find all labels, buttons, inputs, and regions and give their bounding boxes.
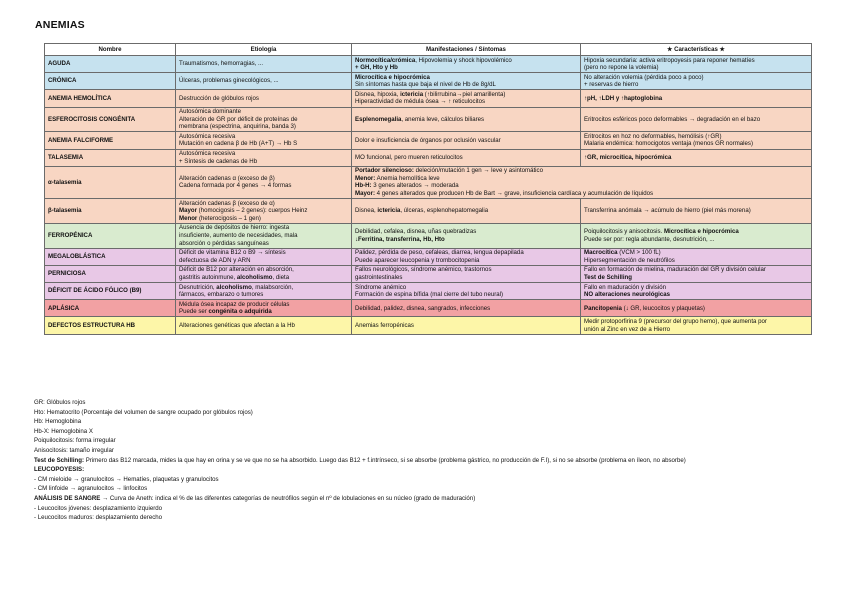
cell-line: Formación de espina bífida (mal cierre del tubo neural) <box>355 291 504 299</box>
cell-line: Síndrome anémico <box>355 283 407 291</box>
cell-line: Ausencia de depósitos de hierro: ingesta <box>179 224 290 232</box>
cell-caracteristicas <box>581 265 812 282</box>
cell-line: Palidez, pérdida de peso, cefaleas, diarrea, lengua depapilada <box>355 249 524 257</box>
analisis-item: - Leucocitos maduros: desplazamiento derecho <box>34 514 163 522</box>
cell-manifestaciones <box>352 199 581 224</box>
header-nombre: Nombre <box>45 44 176 56</box>
table-row <box>45 265 812 282</box>
cell-manifestaciones <box>352 248 581 265</box>
table-row <box>45 248 812 265</box>
cell-line: Mayor: 4 genes alterados que producen Hb de Bart → grave, insuficiencia cardíaca y acumulación de líquidos <box>355 190 654 197</box>
cell-caracteristicas <box>581 56 812 73</box>
cell-line: Hipoxia secundaria: activa eritropoyesis para reponer hematíes <box>584 56 755 64</box>
cell-etiologia <box>176 300 352 317</box>
cell-caracteristicas <box>581 300 812 317</box>
cell-line: Úlceras, problemas ginecológicos, ... <box>179 77 279 85</box>
cell-line: unión al Zinc en vez de a Hierro <box>584 325 671 333</box>
cell-nombre: MEGALOBLÁSTICA <box>45 248 176 265</box>
cell-nombre: APLÁSICA <box>45 300 176 317</box>
cell-manifestaciones <box>352 149 581 166</box>
leucopoyesis-item: - CM linfoide → agranulocitos → linfocitos <box>34 485 148 493</box>
cell-line: Alteración cadenas β (exceso de α) <box>179 199 275 207</box>
cell-line: Alteración de GR por déficit de proteínas de <box>179 115 298 123</box>
cell-etiologia <box>176 166 352 198</box>
cell-nombre: TALASEMIA <box>45 149 176 166</box>
cell-nombre: FERROPÉNICA <box>45 223 176 248</box>
analisis-note <box>34 494 834 504</box>
cell-line: Déficit de vitamina B12 o B9 → síntesis <box>179 249 286 257</box>
cell-etiologia <box>176 248 352 265</box>
cell-line: Malaria endémica: homocigotos ventaja (menos GR normales) <box>584 140 754 148</box>
cell-line: ↑pH, ↑LDH y ↑haptoglobina <box>584 94 663 102</box>
cell-line: NO alteraciones neurológicas <box>584 291 671 299</box>
cell-line: Hiperactividad de médula ósea → ↑ reticulocitos <box>355 98 486 106</box>
schilling-note <box>34 456 834 466</box>
cell-nombre: ANEMIA FALCIFORME <box>45 132 176 149</box>
cell-line: Déficit de B12 por alteración en absorción, <box>179 266 294 274</box>
cell-manifestaciones <box>352 317 581 334</box>
cell-line: Hb-H: 3 genes alterados → moderada <box>355 182 459 190</box>
cell-line: Alteraciones genéticas que afectan a la Hb <box>179 321 295 329</box>
cell-line: Puede ser congénita o adquirida <box>179 308 272 316</box>
header-manifestaciones: Manifestaciones / Síntomas <box>352 44 581 56</box>
cell-line: Autosómica recesiva <box>179 132 236 140</box>
cell-nombre: α-talasemia <box>45 166 176 198</box>
cell-nombre: ESFEROCITOSIS CONGÉNITA <box>45 107 176 132</box>
cell-nombre: PERNICIOSA <box>45 265 176 282</box>
table-row <box>45 73 812 90</box>
table-row <box>45 317 812 334</box>
cell-nombre: ANEMIA HEMOLÍTICA <box>45 90 176 107</box>
glossary-item: Anisocitosis: tamaño irregular <box>34 446 114 454</box>
cell-etiologia <box>176 132 352 149</box>
cell-line: Disnea, hipoxia, ictericia (↑bilirrubina→piel amarillenta) <box>355 90 506 98</box>
cell-etiologia <box>176 107 352 132</box>
cell-line: + reservas de hierro <box>584 81 639 89</box>
table-header-row <box>45 44 812 56</box>
table-row <box>45 56 812 73</box>
cell-line: Menor: Anemia hemolítica leve <box>355 174 440 182</box>
cell-manifestaciones <box>352 107 581 132</box>
table-row <box>45 90 812 107</box>
cell-line: Esplenomegalia, anemia leve, cálculos biliares <box>355 115 485 123</box>
cell-line: membrana (espectrina, anquirina, banda 3) <box>179 123 296 131</box>
cell-line: Menor (heterocigosis – 1 gen) <box>179 214 261 222</box>
cell-line: Destrucción de glóbulos rojos <box>179 94 259 102</box>
cell-etiologia <box>176 317 352 334</box>
cell-line: Transferrina anómala → acúmulo de hierro (piel más morena) <box>584 207 751 215</box>
table-body <box>45 56 812 335</box>
cell-line: + GH, Hto y Hb <box>355 64 398 72</box>
cell-line: Mayor (homocigosis – 2 genes): cuerpos Heinz <box>179 207 308 215</box>
cell-nombre: DÉFICIT DE ÁCIDO FÓLICO (B9) <box>45 283 176 300</box>
glossary-item: Poiquilocitosis: forma irregular <box>34 437 116 445</box>
cell-caracteristicas <box>581 90 812 107</box>
cell-line: insuficiente, aumento de necesidades, mala <box>179 231 298 239</box>
cell-line: Fallo en formación de mielina, maduración del GR y división celular <box>584 266 766 274</box>
cell-line: Pancitopenia (↓ GR, leucocitos y plaquetas) <box>584 304 705 312</box>
cell-line: Portador silencioso: deleción/mutación 1 gen → leve y asintomático <box>355 167 543 175</box>
cell-etiologia <box>176 90 352 107</box>
cell-manifestaciones <box>352 283 581 300</box>
analisis-text: → Curva de Aneth: indica el % de las diferentes categorías de neutrófilos según el nº de lobulaciones en su núcleo (grado de maduración) <box>100 494 476 502</box>
cell-manifestaciones <box>352 73 581 90</box>
cell-manifestaciones <box>352 132 581 149</box>
header-caracteristicas: ★ Características ★ <box>581 44 812 56</box>
cell-line: Fallos neurológicos, síndrome anémico, trastornos <box>355 266 492 274</box>
anemias-table <box>44 43 812 335</box>
cell-line: Disnea, ictericia, úlceras, esplenohepatomegalia <box>355 207 489 215</box>
cell-etiologia <box>176 199 352 224</box>
cell-etiologia <box>176 73 352 90</box>
schilling-label: Test de Schilling: <box>34 456 84 464</box>
cell-line: Autosómica dominante <box>179 108 241 116</box>
table-row <box>45 132 812 149</box>
cell-line: Autosómica recesiva <box>179 150 236 158</box>
schilling-text: Primero das B12 marcada, mides la que hay en orina y se ve que no se ha absorbido. Luego das B12 + f.intrínseco, si se absorbe (problema gástrico, no producción de F.I), si no se absorbe (problema en íleon, no absorbe) <box>84 456 686 464</box>
table-row <box>45 199 812 224</box>
cell-line: Hipersegmentación de neutrófilos <box>584 256 675 264</box>
table-row <box>45 107 812 132</box>
cell-manifestaciones <box>352 300 581 317</box>
cell-line: ↑GR, microcítica, hipocrómica <box>584 153 672 161</box>
cell-line: Desnutrición, alcoholismo, malabsorción, <box>179 283 294 291</box>
cell-caracteristicas <box>581 317 812 334</box>
cell-manifestaciones <box>352 223 581 248</box>
cell-caracteristicas <box>581 248 812 265</box>
cell-line: gastritis autoinmune, alcoholismo, dieta <box>179 273 290 281</box>
notes-section <box>34 398 834 523</box>
cell-line: MO funcional, pero mueren reticulocitos <box>355 153 463 161</box>
cell-line: Puede ser por: regla abundante, desnutrición, ... <box>584 235 715 243</box>
leucopoyesis-item: - CM mieloide → granulocitos → Hematíes, plaquetas y granulocitos <box>34 475 219 483</box>
cell-caracteristicas <box>581 132 812 149</box>
cell-line: (pero no repone la volemia) <box>584 64 659 72</box>
analisis-item: - Leucocitos jóvenes: desplazamiento izquierdo <box>34 504 163 512</box>
cell-line: defectuosa de ADN y ARN <box>179 256 251 264</box>
cell-line: Microcítica e hipocrómica <box>355 73 430 81</box>
cell-manifestaciones <box>352 90 581 107</box>
cell-line: Dolor e insuficiencia de órganos por oclusión vascular <box>355 136 501 144</box>
cell-manifestaciones <box>352 166 812 198</box>
cell-line: Alteración cadenas α (exceso de β) <box>179 174 275 182</box>
cell-line: Normocítica/crómica, Hipovolemia y shock hipovolémico <box>355 56 512 64</box>
cell-nombre: AGUDA <box>45 56 176 73</box>
cell-line: absorción o pérdidas sanguíneas <box>179 239 269 247</box>
cell-line: Fallo en maduración y división <box>584 283 666 291</box>
cell-nombre: DEFECTOS ESTRUCTURA HB <box>45 317 176 334</box>
cell-manifestaciones <box>352 56 581 73</box>
cell-line: fármacos, embarazo o tumores <box>179 291 264 299</box>
cell-caracteristicas <box>581 223 812 248</box>
cell-line: Anemias ferropénicas <box>355 321 414 329</box>
cell-line: Debilidad, cefalea, disnea, uñas quebradizas <box>355 228 477 236</box>
cell-etiologia <box>176 223 352 248</box>
glossary-item: Hto: Hematocrito (Porcentaje del volumen de sangre ocupado por glóbulos rojos) <box>34 408 253 416</box>
cell-etiologia <box>176 265 352 282</box>
analisis-label: ANÁLISIS DE SANGRE <box>34 494 101 502</box>
cell-line: Sin síntomas hasta que baja el nivel de Hb de 8g/dL <box>355 81 496 89</box>
table-row <box>45 300 812 317</box>
glossary-item: Hb-X: Hemoglobina X <box>34 427 93 435</box>
cell-line: Mutación en cadena β de Hb (A+T) → Hb S <box>179 140 298 148</box>
cell-caracteristicas <box>581 107 812 132</box>
header-etiologia: Etiología <box>176 44 352 56</box>
cell-line: Cadena formada por 4 genes → 4 formas <box>179 182 292 190</box>
cell-caracteristicas <box>581 283 812 300</box>
cell-line: Test de Schilling <box>584 273 632 281</box>
cell-line: Médula ósea incapaz de producir células <box>179 300 290 308</box>
cell-line: Traumatismos, hemorragias, ... <box>179 60 264 68</box>
cell-line: Poiquilocitosis y anisocitosis. Microcítica e hipocrómica <box>584 228 739 236</box>
cell-etiologia <box>176 283 352 300</box>
cell-line: Macrocítica (VCM > 100 fL) <box>584 249 661 257</box>
cell-line: ↓Ferritina, transferrina, Hb, Hto <box>355 235 445 243</box>
cell-caracteristicas <box>581 199 812 224</box>
cell-line: Puede aparecer leucopenia y trombocitopenia <box>355 256 480 264</box>
table-row <box>45 166 812 198</box>
cell-line: Eritrocitos en hoz no deformables, hemólisis (↑GR) <box>584 132 722 140</box>
glossary-item: Hb: Hemoglobina <box>34 418 82 426</box>
cell-caracteristicas <box>581 149 812 166</box>
page-title: ANEMIAS <box>35 19 85 31</box>
table-row <box>45 149 812 166</box>
cell-manifestaciones <box>352 265 581 282</box>
cell-line: + Síntesis de cadenas de Hb <box>179 157 258 165</box>
cell-nombre: β-talasemia <box>45 199 176 224</box>
cell-nombre: CRÓNICA <box>45 73 176 90</box>
table-row <box>45 283 812 300</box>
cell-caracteristicas <box>581 73 812 90</box>
cell-etiologia <box>176 149 352 166</box>
cell-line: gastrointestinales <box>355 273 403 281</box>
cell-line: Medir protoporfirina 9 (precursor del grupo hemo), que aumenta por <box>584 317 767 325</box>
cell-line: Eritrocitos esféricos poco deformables → degradación en el bazo <box>584 115 761 123</box>
cell-line: No alteración volemia (pérdida poco a poco) <box>584 73 704 81</box>
table-row <box>45 223 812 248</box>
cell-line: Debilidad, palidez, disnea, sangrados, infecciones <box>355 304 491 312</box>
leucopoyesis-heading: LEUCOPOYESIS: <box>34 466 85 474</box>
glossary-item: GR: Glóbulos rojos <box>34 399 86 406</box>
glossary-list <box>34 398 834 456</box>
cell-etiologia <box>176 56 352 73</box>
